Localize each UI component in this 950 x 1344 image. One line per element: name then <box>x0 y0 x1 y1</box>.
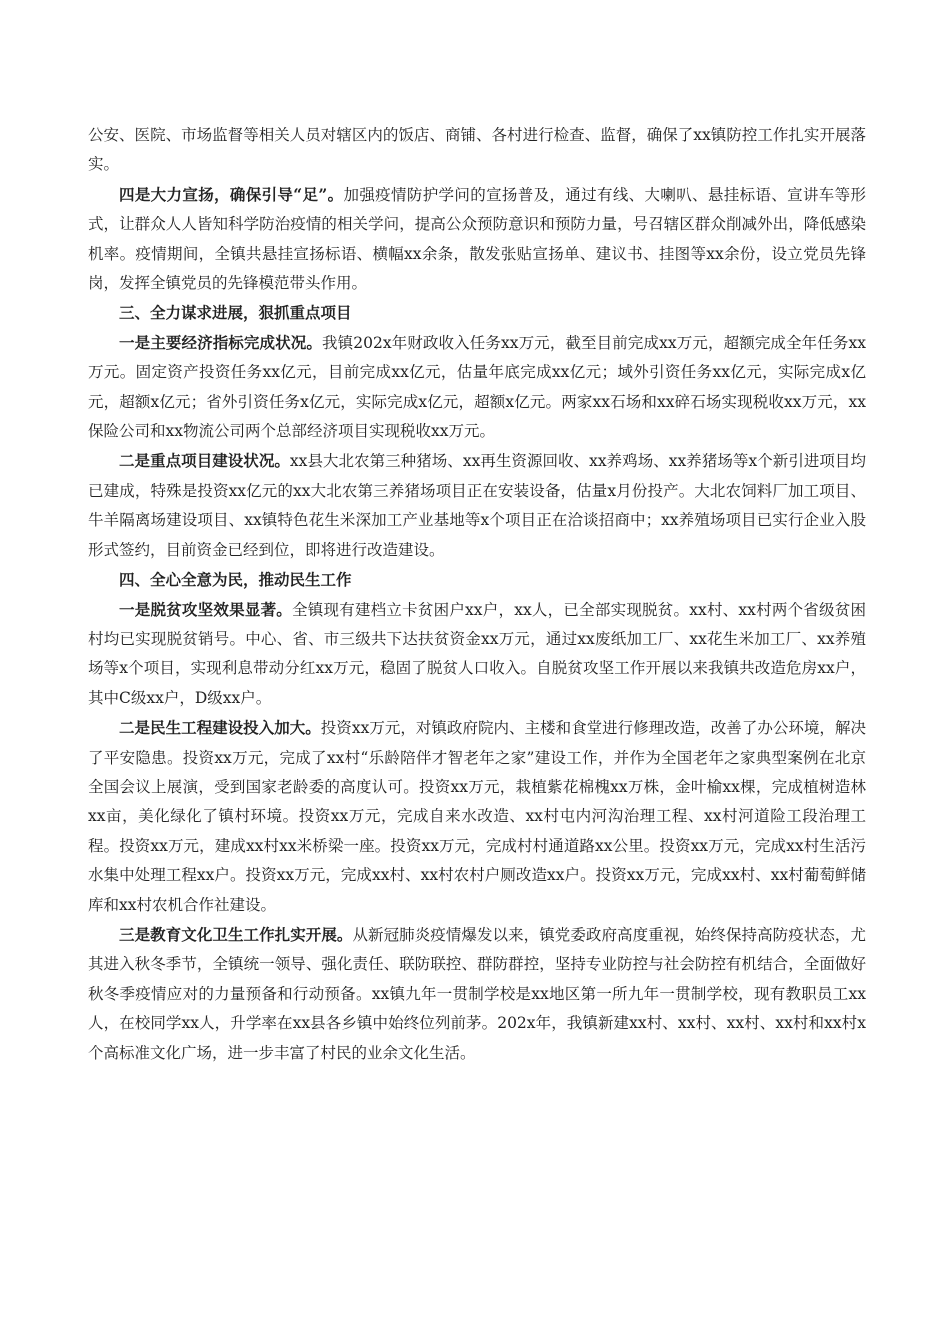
paragraph-lead: 二是民生工程建设投入加大。 <box>119 718 321 738</box>
paragraph-text: 公安、医院、市场监督等相关人员对辖区内的饭店、商铺、各村进行检查、监督，确保了xx镇防控工作扎实开展落实。 <box>88 126 866 174</box>
section-heading-3: 三、全力谋求进展，狠抓重点项目 <box>119 303 352 323</box>
section-heading-4: 四、全心全意为民，推动民生工作 <box>119 570 352 590</box>
paragraph-text: 加强疫情防护学问的宣扬普及，通过有线、大喇叭、悬挂标语、宣讲车等形式，让群众人人皆知科学防治疫情的相关学问，提高公众预防意识和预防力量，号召辖区群众削减外出，降低感染机率。疫情期间，全镇共悬挂宣扬标语、横幅xx余条，散发张贴宣扬单、建议书、挂图等xx余份，设立党员先锋岗，发挥全镇党员的先锋模范带头作用。 <box>88 185 866 293</box>
paragraph-lead: 一是脱贫攻坚效果显著。 <box>119 599 293 619</box>
paragraph-lead: 二是重点项目建设状况。 <box>119 451 290 471</box>
paragraph-continuation <box>88 121 866 180</box>
paragraph-education-culture-health <box>88 920 866 1068</box>
document-body <box>88 121 866 1068</box>
paragraph-livelihood-projects <box>88 713 866 920</box>
paragraph-publicity <box>88 180 866 299</box>
paragraph-poverty-alleviation <box>88 595 866 714</box>
paragraph-text: xx县大北农第三种猪场、xx再生资源回收、xx养鸡场、xx养猪场等x个新引进项目均已建成，特殊是投资xx亿元的xx大北农第三养猪场项目正在安装设备，估量x月份投产。大北农饲料厂加工项目、牛羊隔离场建设项目、xx镇特色花生米深加工产业基地等x个项目正在洽谈招商中；xx养殖场项目已实行企业入股形式签约，目前资金已经到位，即将进行改造建设。 <box>88 452 866 559</box>
paragraph-text: 我镇202x年财政收入任务xx万元，截至目前完成xx万元，超额完成全年任务xx万元。固定资产投资任务xx亿元，目前完成xx亿元，估量年底完成xx亿元；域外引资任务xx亿元，实际完成x亿元，超额x亿元；省外引资任务x亿元，实际完成x亿元，超额x亿元。两家xx石场和xx碎石场实现税收xx万元，xx保险公司和xx物流公司两个总部经济项目实现税收xx万元。 <box>88 333 866 441</box>
paragraph-economic-indicators <box>88 328 866 447</box>
paragraph-lead: 四是大力宣扬，确保引导“足”。 <box>119 184 344 204</box>
paragraph-lead: 一是主要经济指标完成状况。 <box>119 332 323 352</box>
paragraph-text: 全镇现有建档立卡贫困户xx户，xx人，已全部实现脱贫。xx村、xx村两个省级贫困村均已实现脱贫销号。中心、省、市三级共下达扶贫资金xx万元，通过xx废纸加工厂、xx花生米加工厂、xx养殖场等x个项目，实现利息带动分红xx万元，稳固了脱贫人口收入。自脱贫攻坚工作开展以来我镇共改造危房xx户，其中C级xx户，D级xx户。 <box>88 600 866 707</box>
paragraph-key-projects <box>88 446 866 565</box>
paragraph-lead: 三是教育文化卫生工作扎实开展。 <box>119 924 353 944</box>
paragraph-text: 从新冠肺炎疫情爆发以来，镇党委政府高度重视，始终保持高防疫状态，尤其进入秋冬季节，全镇统一领导、强化责任、联防联控、群防群控，坚持专业防控与社会防控有机结合，全面做好秋冬季疫情应对的力量预备和行动预备。xx镇九年一贯制学校是xx地区第一所九年一贯制学校，现有教职员工xx人，在校同学xx人，升学率在xx县各乡镇中始终位列前茅。202x年，我镇新建xx村、xx村、xx村、xx村和xx村x个高标准文化广场，进一步丰富了村民的业余文化生活。 <box>88 925 866 1062</box>
paragraph-text: 投资xx万元，对镇政府院内、主楼和食堂进行修理改造，改善了办公环境，解决了平安隐患。投资xx万元，完成了xx村“乐龄陪伴才智老年之家”建设工作，并作为全国老年之家典型案例在北京全国会议上展演，受到国家老龄委的高度认可。投资xx万元，栽植紫花棉槐xx万株，金叶榆xx棵，完成植树造林xx亩，美化绿化了镇村环境。投资xx万元，完成自来水改造、xx村屯内河沟治理工程、xx村河道险工段治理工程。投资xx万元，建成xx村xx米桥梁一座。投资xx万元，完成村村通道路xx公里。投资xx万元，完成xx村生活污水集中处理工程xx户。投资xx万元，完成xx村、xx村农村户厕改造xx户。投资xx万元，完成xx村、xx村葡萄鲜储库和xx村农机合作社建设。 <box>88 719 866 914</box>
